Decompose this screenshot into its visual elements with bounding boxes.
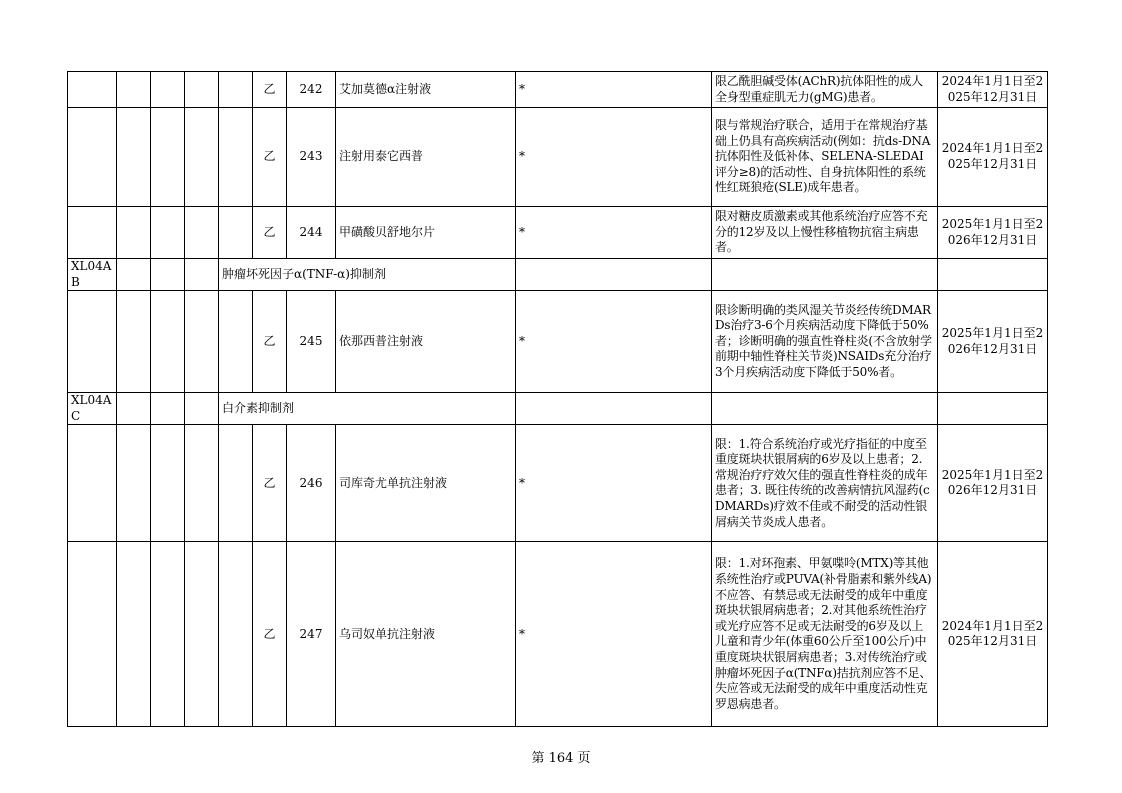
code-cell bbox=[68, 542, 117, 727]
table-row bbox=[68, 425, 1048, 542]
category-code: XL04AC bbox=[68, 393, 117, 425]
code-cell bbox=[68, 207, 117, 259]
drug-name-cell: 甲磺酸贝舒地尔片 bbox=[336, 207, 516, 259]
drug-name-cell: 司库奇尤单抗注射液 bbox=[336, 425, 516, 542]
remark-cell: 限：1.对环孢素、甲氨喋呤(MTX)等其他系统性治疗或PUVA(补骨脂素和紫外线A)不应答、有禁忌或无法耐受的成年中重度斑块状银屑病患者；2.对其他系统性治疗或光疗应答不足或无法耐受的6岁及以上儿童和青少年(体重60公斤至100公斤)中重度斑块状银屑病患者；3.对传统治疗或肿瘤坏死因子α(TNFα)拮抗剂应答不足、失应答或无法耐受的成年中重度活动性克罗恩病患者。 bbox=[712, 542, 938, 727]
mark-cell: * bbox=[516, 108, 712, 207]
drug-name-cell: 注射用泰它西普 bbox=[336, 108, 516, 207]
number-cell: 246 bbox=[287, 425, 336, 542]
period-cell: 2024年1月1日至2025年12月31日 bbox=[938, 542, 1048, 727]
category-cell: 乙 bbox=[253, 207, 287, 259]
remark-cell: 限：1.符合系统治疗或光疗指征的中度至重度斑块状银屑病的6岁及以上患者；2.常规治疗疗效欠佳的强直性脊柱炎的成年患者；3. 既往传统的改善病情抗风湿药(cDMARDs)疗效不佳或不耐受的活动性银屑病关节炎成人患者。 bbox=[712, 425, 938, 542]
mark-cell: * bbox=[516, 207, 712, 259]
drug-name-cell: 乌司奴单抗注射液 bbox=[336, 542, 516, 727]
category-code: XL04AB bbox=[68, 259, 117, 291]
category-label: 肿瘤坏死因子α(TNF-α)抑制剂 bbox=[219, 259, 516, 291]
mark-cell: * bbox=[516, 291, 712, 393]
mark-cell: * bbox=[516, 542, 712, 727]
table-row bbox=[68, 542, 1048, 727]
table-row bbox=[68, 108, 1048, 207]
number-cell: 247 bbox=[287, 542, 336, 727]
remark-cell: 限对糖皮质激素或其他系统治疗应答不充分的12岁及以上慢性移植物抗宿主病患者。 bbox=[712, 207, 938, 259]
drug-name-cell: 依那西普注射液 bbox=[336, 291, 516, 393]
category-row bbox=[68, 393, 1048, 425]
period-cell: 2025年1月1日至2026年12月31日 bbox=[938, 291, 1048, 393]
category-row bbox=[68, 259, 1048, 291]
category-cell: 乙 bbox=[253, 108, 287, 207]
remark-cell: 限诊断明确的类风湿关节炎经传统DMARDs治疗3-6个月疾病活动度下降低于50%者；诊断明确的强直性脊柱炎(不含放射学前期中轴性脊柱关节炎)NSAIDs充分治疗3个月疾病活动度下降低于50%者。 bbox=[712, 291, 938, 393]
number-cell: 242 bbox=[287, 72, 336, 108]
period-cell: 2025年1月1日至2026年12月31日 bbox=[938, 425, 1048, 542]
mark-cell: * bbox=[516, 425, 712, 542]
remark-cell: 限与常规治疗联合，适用于在常规治疗基础上仍具有高疾病活动(例如：抗ds-DNA抗体阳性及低补体、SELENA-SLEDAI评分≥8)的活动性、自身抗体阳性的系统性红斑狼疮(SLE)成年患者。 bbox=[712, 108, 938, 207]
code-cell bbox=[68, 72, 117, 108]
number-cell: 243 bbox=[287, 108, 336, 207]
number-cell: 245 bbox=[287, 291, 336, 393]
code-cell bbox=[68, 425, 117, 542]
category-cell: 乙 bbox=[253, 425, 287, 542]
category-cell: 乙 bbox=[253, 291, 287, 393]
period-cell: 2024年1月1日至2025年12月31日 bbox=[938, 72, 1048, 108]
drug-name-cell: 艾加莫德α注射液 bbox=[336, 72, 516, 108]
drug-list-table bbox=[67, 71, 1048, 727]
category-cell: 乙 bbox=[253, 72, 287, 108]
number-cell: 244 bbox=[287, 207, 336, 259]
period-cell: 2024年1月1日至2025年12月31日 bbox=[938, 108, 1048, 207]
page-number: 第 164 页 bbox=[531, 751, 591, 766]
category-label: 白介素抑制剂 bbox=[219, 393, 516, 425]
table-row bbox=[68, 72, 1048, 108]
code-cell bbox=[68, 291, 117, 393]
code-cell bbox=[68, 108, 117, 207]
table-row bbox=[68, 291, 1048, 393]
mark-cell: * bbox=[516, 72, 712, 108]
remark-cell: 限乙酰胆碱受体(AChR)抗体阳性的成人全身型重症肌无力(gMG)患者。 bbox=[712, 72, 938, 108]
period-cell: 2025年1月1日至2026年12月31日 bbox=[938, 207, 1048, 259]
table-row bbox=[68, 207, 1048, 259]
category-cell: 乙 bbox=[253, 542, 287, 727]
